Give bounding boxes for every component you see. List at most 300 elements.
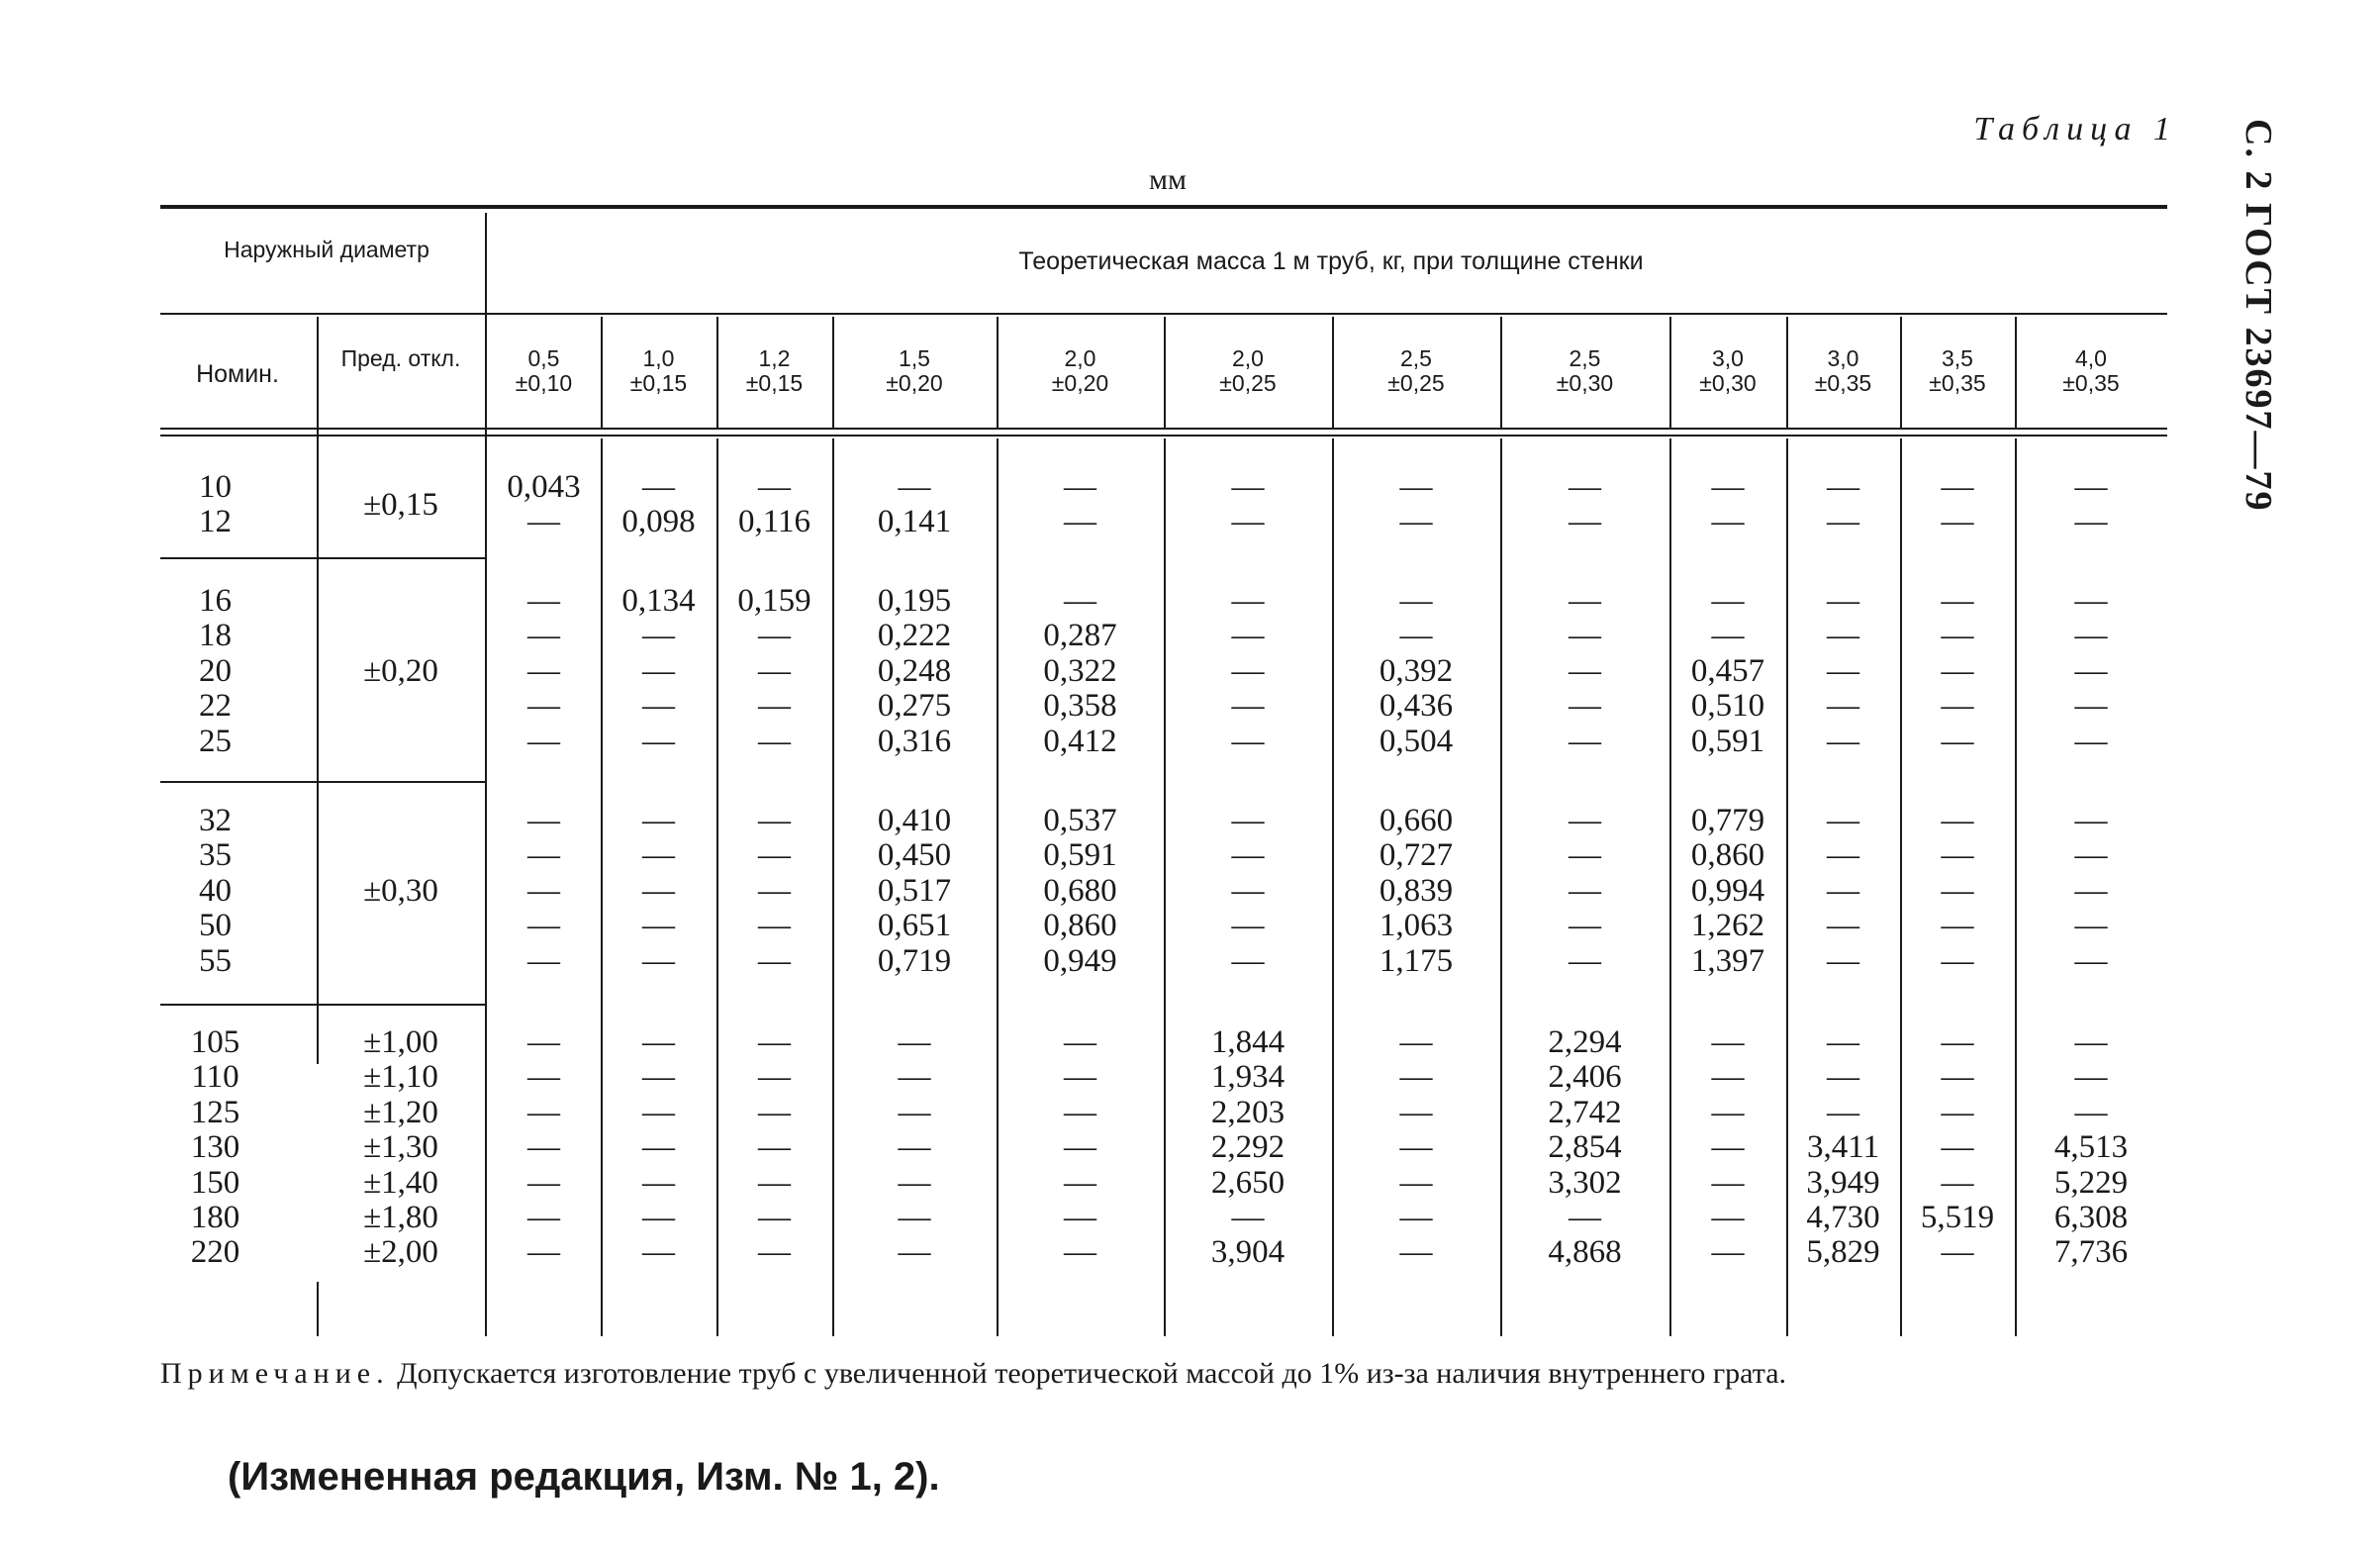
mass-cell: — [642,469,675,505]
nominal-diameter: 18 [199,618,232,654]
deviation-value: ±0,20 [363,652,438,689]
wall-thickness-value: 4,0 [2075,345,2107,371]
mass-cell: 0,779 [1690,803,1765,838]
table-note [160,1356,2164,1392]
edit-note: (Измененная редакция, Изм. № 1, 2). [228,1455,940,1499]
mass-cell: — [1064,1024,1096,1060]
wall-thickness-value: 1,2 [758,345,791,371]
nominal-diameter: 125 [190,1094,240,1130]
deviation-value: ±1,10 [363,1059,438,1096]
mass-cell: — [1399,504,1433,540]
mass-cell: — [898,1094,931,1130]
mass-cell: — [2074,942,2108,979]
mass-cell: — [2074,652,2108,689]
mass-cell: 0,275 [877,688,952,725]
nominal-diameter: 10 [199,469,232,505]
mass-cell: — [758,1234,791,1271]
mass-cell: — [1711,1094,1745,1130]
header-inner-rule [160,313,487,315]
wall-thickness-header [1164,346,1332,396]
mass-cell: — [898,1200,931,1235]
nominal-header: Номин. [196,360,279,388]
mass-cell: — [1569,723,1601,759]
mass-cell: — [527,1200,560,1235]
mass-cell: — [642,908,675,944]
mass-cell: — [2074,872,2108,909]
mass-cell: — [2074,583,2108,619]
side-label-text: С. 2 ГОСТ 23697—79 [2237,119,2279,513]
mass-cell: 0,222 [877,618,952,654]
mass-cell: — [1941,469,1974,505]
wall-thickness-header [716,346,832,396]
mass-cell: — [2074,618,2108,654]
wall-thickness-value: 1,5 [899,345,930,371]
mass-cell: 0,116 [737,504,811,540]
mass-cell: — [642,723,675,759]
mass-cell: — [898,1129,931,1166]
wall-thickness-tolerance: ±0,25 [1387,370,1445,396]
mass-cell: — [527,1164,560,1201]
mass-cell: — [642,1200,675,1235]
mass-cell: — [1569,837,1601,874]
mass-cell: 0,660 [1379,803,1454,838]
mass-cell: 0,860 [1690,837,1765,874]
mass-cell: — [527,908,560,944]
nominal-diameter: 12 [199,504,232,540]
deviation-value: ±1,40 [363,1164,438,1201]
mass-cell: — [1399,1234,1433,1271]
mass-cell: — [1827,504,1859,540]
mass-cell: — [758,908,791,944]
mass-cell: — [2074,837,2108,874]
mass-cell: — [1399,1164,1433,1201]
mass-cell: — [1231,688,1265,725]
mass-cell: — [1231,908,1265,944]
mass-cell: — [1231,652,1265,689]
wall-thickness-tolerance: ±0,30 [1556,370,1614,396]
wall-thickness-header [1786,346,1900,396]
mass-cell: — [1827,803,1859,838]
wall-thickness-tolerance: ±0,35 [1814,370,1872,396]
mass-cell: 0,392 [1379,652,1454,689]
mass-cell: — [1941,1234,1974,1271]
mass-cell: — [898,1234,931,1271]
nominal-diameter: 130 [190,1129,240,1166]
nominal-diameter: 32 [199,803,232,838]
mass-cell: 6,308 [2053,1200,2129,1235]
wall-thickness-value: 3,0 [1712,345,1744,371]
wall-thickness-header [997,346,1164,396]
mass-cell: 4,730 [1806,1200,1880,1235]
mass-cell: — [1569,688,1601,725]
mass-cell: — [1064,504,1096,540]
mass-cell: 0,141 [877,504,952,540]
mass-cell: 3,411 [1806,1129,1880,1166]
deviation-value: ±1,20 [363,1094,438,1130]
mass-cell: — [1941,618,1974,654]
mass-cell: — [1569,942,1601,979]
wall-thickness-value: 2,0 [1232,345,1264,371]
outer-diameter-header: Наружный диаметр [224,237,429,262]
mass-cell: — [2074,1024,2108,1060]
mass-cell: — [1231,618,1265,654]
note-text: Допускается изготовление труб с увеличенной теоретической массой до 1% из-за наличия внутреннего грата. [397,1357,1787,1390]
mass-cell: — [1827,618,1859,654]
wall-thickness-header [1669,346,1786,396]
mass-cell: — [1569,618,1601,654]
mass-cell: — [1231,1200,1265,1235]
mass-cell: — [1827,942,1859,979]
mass-cell: 5,829 [1806,1234,1880,1271]
wall-thickness-header [1500,346,1669,396]
mass-cell: — [2074,504,2108,540]
mass-cell: — [1064,1059,1096,1096]
wall-thickness-value: 3,0 [1827,345,1859,371]
mass-cell: — [642,1024,675,1060]
mass-cell: — [1827,469,1859,505]
wall-thickness-value: 0,5 [527,345,560,371]
mass-cell: 0,719 [877,942,952,979]
mass-cell: — [758,618,791,654]
mass-cell: — [1711,1164,1745,1201]
mass-cell: — [1064,469,1096,505]
mass-cell: — [2074,908,2108,944]
mass-title-header: Теоретическая масса 1 м труб, кг, при толщине стенки [1018,247,1644,275]
mass-cell: — [527,872,560,909]
nominal-diameter: 50 [199,908,232,944]
nominal-diameter: 150 [190,1164,240,1201]
deviation-header: Пред. откл. [340,345,461,371]
mass-cell: — [1941,652,1974,689]
mass-cell: 2,742 [1548,1094,1622,1130]
mass-cell: — [758,469,791,505]
mass-cell: — [1399,1059,1433,1096]
mass-cell: — [898,1164,931,1201]
mass-cell: — [758,1129,791,1166]
nominal-diameter: 220 [190,1234,240,1271]
mass-cell: — [1569,469,1601,505]
mass-cell: 0,949 [1043,942,1117,979]
mass-cell: 0,043 [507,469,581,505]
mass-cell: — [527,1094,560,1130]
mass-cell: 0,195 [877,583,952,619]
wall-thickness-value: 3,5 [1942,345,1973,371]
mass-cell: — [1064,1094,1096,1130]
mass-cell: — [2074,1094,2108,1130]
mass-cell: — [1827,1094,1859,1130]
mass-cell: — [527,942,560,979]
mass-cell: — [758,1200,791,1235]
mass-cell: — [1064,1200,1096,1235]
mass-cell: — [1941,1094,1974,1130]
mass-cell: — [2074,1059,2108,1096]
deviation-value: ±0,15 [363,486,438,523]
mass-cell: — [758,1024,791,1060]
mass-cell: 1,844 [1210,1024,1285,1060]
mass-cell: 5,229 [2053,1164,2129,1201]
mass-cell: — [1399,469,1433,505]
deviation-value: ±1,80 [363,1200,438,1235]
mass-cell: 3,302 [1548,1164,1622,1201]
mass-cell: 3,904 [1210,1234,1285,1271]
table-label: Таблица 1 [1973,111,2177,147]
mass-cell: 2,650 [1210,1164,1285,1201]
mass-cell: — [527,723,560,759]
mass-cell: — [758,1059,791,1096]
mass-cell: — [1231,723,1265,759]
mass-cell: — [1941,1059,1974,1096]
mass-cell: — [2074,469,2108,505]
wall-thickness-tolerance: ±0,25 [1219,370,1277,396]
column-rule [317,317,319,1064]
mass-cell: — [758,723,791,759]
mass-cell: — [1941,837,1974,874]
deviation-value: ±1,30 [363,1129,438,1166]
mass-cell: — [758,652,791,689]
group-divider [160,1004,487,1006]
mass-cell: — [642,1129,675,1166]
deviation-value: ±1,00 [363,1024,438,1060]
wall-thickness-tolerance: ±0,20 [886,370,943,396]
mass-cell: — [1064,583,1096,619]
mass-cell: — [1231,837,1265,874]
wall-thickness-tolerance: ±0,20 [1051,370,1109,396]
mass-cell: 4,868 [1548,1234,1622,1271]
wall-thickness-tolerance: ±0,35 [1929,370,1986,396]
wall-thickness-tolerance: ±0,35 [2062,370,2120,396]
mass-cell: — [642,803,675,838]
mass-cell: — [1711,583,1745,619]
mass-cell: 0,410 [877,803,952,838]
mass-cell: — [527,1129,560,1166]
mass-cell: — [642,1059,675,1096]
mass-cell: 0,287 [1043,618,1117,654]
header-inner-rule-right [487,313,2167,315]
nominal-diameter: 16 [199,583,232,619]
mass-cell: 2,203 [1210,1094,1285,1130]
mass-cell: 0,517 [877,872,952,909]
mass-cell: 0,098 [621,504,696,540]
mass-cell: — [1399,618,1433,654]
mass-cell: — [527,837,560,874]
mass-cell: 0,358 [1043,688,1117,725]
mass-cell: — [1399,1024,1433,1060]
mass-cell: — [1941,723,1974,759]
wall-thickness-header [601,346,716,396]
mass-cell: — [1711,618,1745,654]
mass-cell: 0,504 [1379,723,1454,759]
mass-cell: — [1941,1024,1974,1060]
mass-cell: 0,994 [1690,872,1765,909]
mass-cell: 0,316 [877,723,952,759]
mass-cell: — [898,469,931,505]
mass-cell: — [642,837,675,874]
mass-cell: — [758,942,791,979]
mass-cell: — [758,1164,791,1201]
mass-cell: 0,457 [1690,652,1765,689]
mass-cell: — [898,1024,931,1060]
mass-cell: 0,322 [1043,652,1117,689]
mass-cell: 0,436 [1379,688,1454,725]
mass-cell: 4,513 [2053,1129,2129,1166]
nominal-diameter: 25 [199,723,232,759]
mass-cell: — [758,872,791,909]
unit-label: мм [1149,163,1187,196]
mass-cell: 0,537 [1043,803,1117,838]
wall-thickness-tolerance: ±0,15 [745,370,804,396]
mass-cell: 2,292 [1210,1129,1285,1166]
wall-thickness-value: 1,0 [642,345,675,371]
mass-cell: 0,412 [1043,723,1117,759]
header-bottom-rule-1 [160,428,2167,430]
mass-cell: 2,406 [1548,1059,1622,1096]
mass-cell: — [1399,1129,1433,1166]
mass-cell: 1,262 [1690,908,1765,944]
mass-cell: — [1711,469,1745,505]
wall-thickness-header [2015,346,2167,396]
mass-cell: — [1827,1059,1859,1096]
mass-cell: — [642,618,675,654]
mass-cell: — [527,652,560,689]
mass-cell: — [1711,1024,1745,1060]
mass-cell: — [2074,803,2108,838]
group-divider [160,557,487,559]
column-rule [317,1282,319,1336]
mass-cell: — [1941,942,1974,979]
mass-cell: 1,175 [1379,942,1454,979]
mass-cell: — [1711,1234,1745,1271]
mass-cell: — [1569,803,1601,838]
side-standard-label [2217,119,2296,513]
mass-cell: — [1231,803,1265,838]
mass-cell: — [1569,908,1601,944]
mass-cell: — [1827,1024,1859,1060]
mass-cell: 0,591 [1043,837,1117,874]
mass-cell: 0,651 [877,908,952,944]
mass-cell: — [898,1059,931,1096]
mass-cell: 2,294 [1548,1024,1622,1060]
mass-cell: — [1827,908,1859,944]
mass-cell: 0,860 [1043,908,1117,944]
mass-cell: 1,063 [1379,908,1454,944]
mass-cell: — [1064,1129,1096,1166]
nominal-diameter: 20 [199,652,232,689]
mass-cell: — [1827,583,1859,619]
mass-cell: 0,450 [877,837,952,874]
header-bottom-rule-2 [160,435,2167,437]
mass-cell: — [1231,942,1265,979]
mass-cell: — [1941,872,1974,909]
mass-cell: — [527,504,560,540]
mass-cell: — [527,1024,560,1060]
nominal-diameter: 105 [190,1024,240,1060]
mass-cell: — [1941,583,1974,619]
mass-cell: — [642,1234,675,1271]
mass-cell: — [1941,504,1974,540]
mass-cell: — [1569,872,1601,909]
deviation-value: ±0,30 [363,872,438,909]
mass-cell: 5,519 [1920,1200,1995,1235]
nominal-diameter: 55 [199,942,232,979]
mass-cell: — [1711,1059,1745,1096]
mass-cell: — [527,1234,560,1271]
mass-cell: — [1569,583,1601,619]
mass-cell: — [1711,1129,1745,1166]
mass-cell: 0,591 [1690,723,1765,759]
nominal-diameter: 180 [190,1200,240,1235]
mass-cell: — [1569,1200,1601,1235]
mass-cell: — [1231,583,1265,619]
mass-cell: 1,397 [1690,942,1765,979]
mass-cell: — [758,803,791,838]
mass-cell: — [1941,1164,1974,1201]
mass-cell: — [1711,504,1745,540]
mass-cell: — [1827,723,1859,759]
wall-thickness-tolerance: ±0,30 [1699,370,1757,396]
mass-cell: — [1941,908,1974,944]
mass-cell: 0,159 [737,583,811,619]
mass-cell: — [642,688,675,725]
mass-cell: 0,134 [621,583,696,619]
mass-cell: — [2074,688,2108,725]
wall-thickness-value: 2,5 [1400,345,1432,371]
mass-cell: 3,949 [1806,1164,1880,1201]
mass-cell: 0,680 [1043,872,1117,909]
mass-cell: — [1231,872,1265,909]
mass-cell: — [527,1059,560,1096]
mass-cell: 0,248 [877,652,952,689]
wall-thickness-value: 2,0 [1064,345,1096,371]
mass-cell: — [1231,469,1265,505]
deviation-value: ±2,00 [363,1234,438,1271]
wall-thickness-header [1900,346,2015,396]
mass-cell: — [642,1094,675,1130]
mass-cell: — [1941,688,1974,725]
mass-cell: — [1064,1234,1096,1271]
nominal-diameter: 110 [191,1059,239,1096]
mass-cell: — [758,1094,791,1130]
mass-cell: 0,727 [1379,837,1454,874]
wall-thickness-header [832,346,997,396]
mass-cell: — [642,942,675,979]
mass-cell: — [1399,583,1433,619]
mass-cell: — [1827,688,1859,725]
mass-cell: — [1064,1164,1096,1201]
mass-cell: — [758,688,791,725]
mass-cell: — [1399,1094,1433,1130]
mass-cell: — [1941,803,1974,838]
wall-thickness-value: 2,5 [1569,345,1601,371]
mass-cell: 0,510 [1690,688,1765,725]
mass-cell: — [1827,872,1859,909]
table-top-rule [160,205,2167,209]
wall-thickness-tolerance: ±0,15 [629,370,688,396]
mass-cell: 1,934 [1210,1059,1285,1096]
mass-cell: — [527,688,560,725]
mass-cell: — [1399,1200,1433,1235]
nominal-diameter: 22 [199,688,232,725]
mass-cell: — [527,618,560,654]
nominal-diameter: 35 [199,837,232,874]
mass-cell: — [1711,1200,1745,1235]
mass-cell: — [642,872,675,909]
mass-cell: — [758,837,791,874]
mass-cell: — [642,652,675,689]
mass-cell: — [1231,504,1265,540]
nominal-diameter: 40 [199,872,232,909]
mass-cell: — [1827,652,1859,689]
wall-thickness-header [487,346,601,396]
